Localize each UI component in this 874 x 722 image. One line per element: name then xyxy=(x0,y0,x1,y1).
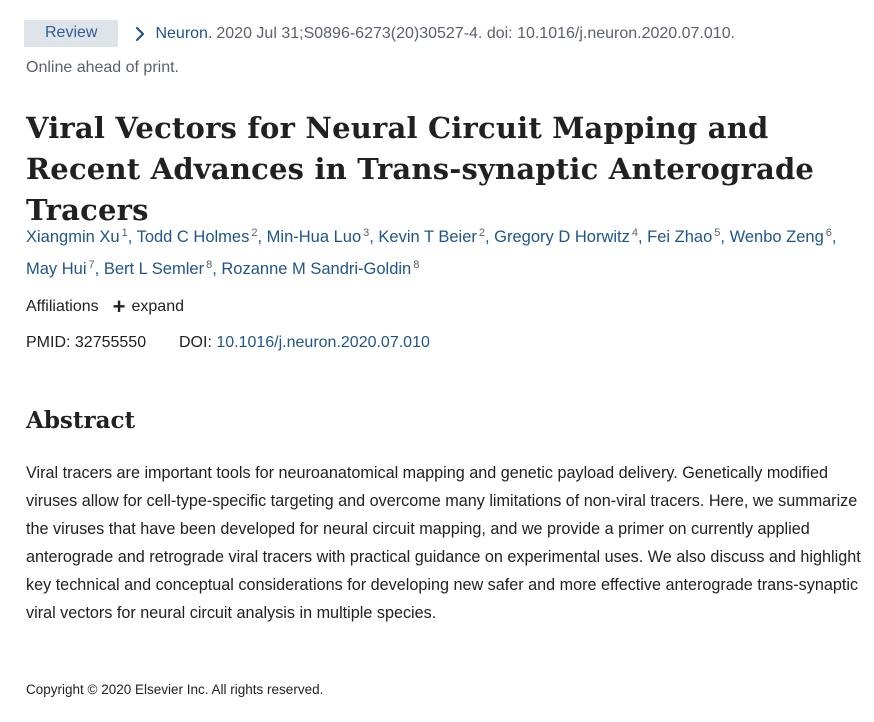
affiliation-number[interactable]: 1 xyxy=(121,227,128,239)
doi-label: DOI: xyxy=(179,334,212,351)
author-link[interactable]: Min-Hua Luo xyxy=(266,228,362,246)
author-link[interactable]: May Hui xyxy=(26,260,87,278)
article-title: Viral Vectors for Neural Circuit Mapping and Recent Advances in Trans-synaptic Anterograde Tracers xyxy=(26,111,815,227)
expand-label: expand xyxy=(131,298,184,315)
affiliation-number[interactable]: 6 xyxy=(825,227,832,239)
author-link[interactable]: Todd C Holmes xyxy=(136,228,250,246)
expand-affiliations-button[interactable] xyxy=(112,294,184,319)
chevron-right-icon xyxy=(133,26,147,42)
author-separator: , xyxy=(831,228,837,246)
affiliation-number[interactable]: 8 xyxy=(413,259,420,271)
author-separator: , xyxy=(720,228,730,246)
affiliations-label: Affiliations xyxy=(26,298,99,315)
identifiers-row xyxy=(26,334,430,352)
author-separator: , xyxy=(94,260,104,278)
author-link[interactable]: Rozanne M Sandri-Goldin xyxy=(221,260,412,278)
pmid-label: PMID: xyxy=(26,334,71,351)
author-link[interactable]: Wenbo Zeng xyxy=(729,228,824,246)
affiliation-number[interactable]: 2 xyxy=(478,227,485,239)
affiliation-number[interactable]: 2 xyxy=(251,227,258,239)
abstract-text: Viral tracers are important tools for neuroanatomical mapping and genetic payload delivery. Genetically modified viruses allow for cell-type-specific targeting and overcome many limitations of non-viral tracers. Here, we summarize the viruses that have been developed for neural circuit mapping, and we provide a primer on currently applied anterograde and retrograde viral tracers with practical guidance on experimental uses. We also discuss and highlight key technical and conceptual considerations for developing new safer and more effective anterograde trans-synaptic viral vectors for neural circuit analysis in multiple species. xyxy=(26,464,861,622)
author-link[interactable]: Xiangmin Xu xyxy=(26,228,120,246)
author-link[interactable]: Fei Zhao xyxy=(647,228,713,246)
author-link[interactable]: Gregory D Horwitz xyxy=(494,228,630,246)
pmid-value: 32755550 xyxy=(74,334,147,351)
author-separator: , xyxy=(212,260,222,278)
author-separator: , xyxy=(369,228,379,246)
author-separator: , xyxy=(127,228,137,246)
doi-link[interactable]: 10.1016/j.neuron.2020.07.010 xyxy=(216,334,430,351)
author-separator: , xyxy=(257,228,267,246)
copyright-notice: Copyright © 2020 Elsevier Inc. All rights reserved. xyxy=(26,682,324,697)
affiliation-number[interactable]: 8 xyxy=(206,259,213,271)
author-list xyxy=(26,219,856,283)
abstract-heading: Abstract xyxy=(26,407,136,434)
plus-icon: + xyxy=(112,294,126,319)
author-link[interactable]: Kevin T Beier xyxy=(378,228,477,246)
author-link[interactable]: Bert L Semler xyxy=(103,260,205,278)
affiliation-number[interactable]: 4 xyxy=(631,227,638,239)
review-badge[interactable]: Review xyxy=(24,20,118,47)
citation-details: 2020 Jul 31;S0896-6273(20)30527-4. doi: 10.1016/j.neuron.2020.07.010. xyxy=(216,24,736,42)
citation-row xyxy=(24,20,735,47)
affiliation-number[interactable]: 7 xyxy=(88,259,95,271)
author-separator: , xyxy=(485,228,495,246)
publication-status: Online ahead of print. xyxy=(26,59,179,76)
author-separator: , xyxy=(638,228,648,246)
affiliations-row xyxy=(26,294,184,319)
affiliation-number[interactable]: 3 xyxy=(363,227,370,239)
affiliation-number[interactable]: 5 xyxy=(714,227,721,239)
journal-link[interactable]: Neuron. xyxy=(155,24,213,42)
